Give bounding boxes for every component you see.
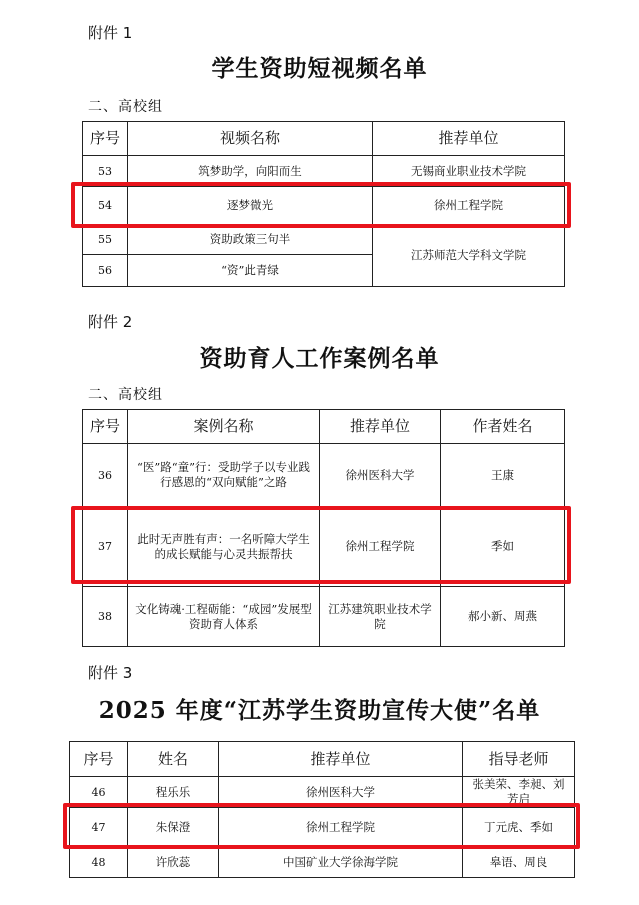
table-row: [70, 848, 575, 878]
video-name: 筑梦助学，向阳而生: [128, 156, 373, 187]
case-name: 此时无声胜有声：一名听障大学生的成长赋能与心灵共振帮扶: [128, 507, 320, 587]
header-cell: 序号: [83, 122, 128, 156]
annex-2-label: 附件 2: [88, 313, 133, 331]
row-number: 37: [83, 507, 128, 587]
case-name: “医”路“童”行：受助学子以专业践行感恩的“双向赋能”之路: [128, 444, 320, 507]
recommending-unit: 徐州工程学院: [320, 507, 441, 587]
header-cell: 推荐单位: [320, 410, 441, 444]
table-header-row: [83, 410, 565, 444]
teacher-names: 张美荣、李昶、刘芳启: [463, 777, 575, 808]
annex-1-group: 二、高校组: [88, 99, 163, 115]
table-header-row: [83, 122, 565, 156]
video-name: 资助政策三句半: [128, 225, 373, 255]
row-number: 56: [83, 255, 128, 287]
row-number: 38: [83, 587, 128, 647]
annex-2-group: 二、高校组: [88, 387, 163, 403]
recommending-unit: 徐州工程学院: [373, 187, 565, 225]
table-header-row: [70, 742, 575, 777]
header-cell: 序号: [70, 742, 128, 777]
recommending-unit: 徐州医科大学: [219, 777, 463, 808]
header-cell: 作者姓名: [441, 410, 565, 444]
table-row: [83, 444, 565, 507]
teacher-names: 丁元虎、季如: [463, 808, 575, 848]
annex-1-label: 附件 1: [88, 24, 133, 42]
video-name: 逐梦微光: [128, 187, 373, 225]
teacher-names: 皋语、周良: [463, 848, 575, 878]
author-name: 王康: [441, 444, 565, 507]
row-number: 54: [83, 187, 128, 225]
recommending-unit: 江苏建筑职业技术学院: [320, 587, 441, 647]
row-number: 46: [70, 777, 128, 808]
header-cell: 序号: [83, 410, 128, 444]
highlight-box: [71, 506, 571, 584]
author-name: 郝小新、周燕: [441, 587, 565, 647]
highlight-box: [71, 182, 571, 228]
annex-2-title: 资助育人工作案例名单: [199, 345, 440, 372]
student-name: 许欣蕊: [128, 848, 219, 878]
header-cell: 视频名称: [128, 122, 373, 156]
recommending-unit: 中国矿业大学徐海学院: [219, 848, 463, 878]
table-row: [83, 587, 565, 647]
header-cell: 推荐单位: [373, 122, 565, 156]
case-name: 文化铸魂·工程砺能：“成园”发展型资助育人体系: [128, 587, 320, 647]
row-number: 36: [83, 444, 128, 507]
header-cell: 案例名称: [128, 410, 320, 444]
recommending-unit: 江苏师范大学科文学院: [373, 225, 565, 287]
video-name: “资”此青绿: [128, 255, 373, 287]
recommending-unit: 徐州工程学院: [219, 808, 463, 848]
recommending-unit: 徐州医科大学: [320, 444, 441, 507]
row-number: 48: [70, 848, 128, 878]
annex-3-title: 2025 年度“江苏学生资助宣传大使”名单: [98, 697, 541, 724]
row-number: 53: [83, 156, 128, 187]
author-name: 季如: [441, 507, 565, 587]
header-cell: 推荐单位: [219, 742, 463, 777]
row-number: 55: [83, 225, 128, 255]
header-cell: 姓名: [128, 742, 219, 777]
student-name: 朱保澄: [128, 808, 219, 848]
header-cell: 指导老师: [463, 742, 575, 777]
recommending-unit: 无锡商业职业技术学院: [373, 156, 565, 187]
table-row: [83, 225, 565, 255]
row-number: 47: [70, 808, 128, 848]
annex-3-label: 附件 3: [88, 664, 133, 682]
highlight-box: [63, 803, 580, 849]
annex-1-title: 学生资助短视频名单: [211, 55, 428, 82]
student-name: 程乐乐: [128, 777, 219, 808]
